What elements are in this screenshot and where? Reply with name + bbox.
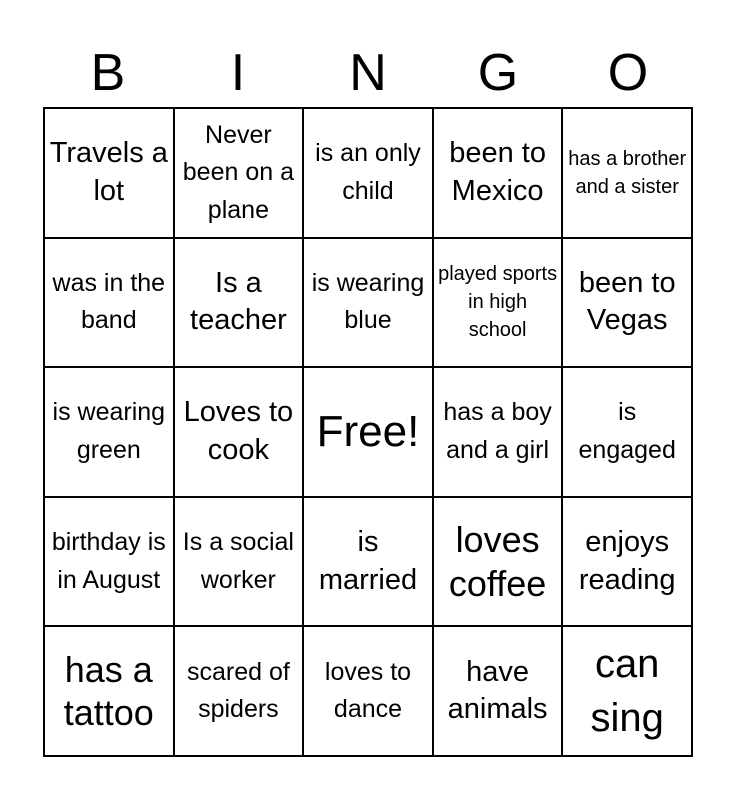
bingo-cell-r1c5[interactable]: [562, 108, 692, 238]
bingo-cell-r5c1[interactable]: [44, 626, 174, 756]
bingo-cell-label: has a brother and a sister: [568, 147, 687, 198]
bingo-cell-r3c4[interactable]: [433, 367, 563, 497]
header-letter-b: B: [90, 44, 126, 102]
bingo-board: [43, 107, 693, 757]
bingo-cell-r2c3[interactable]: [303, 238, 433, 368]
bingo-cell-label: Never been on a plane: [182, 120, 294, 224]
bingo-cell-r3c2[interactable]: [174, 367, 304, 497]
bingo-cell-label: Loves to cook: [183, 396, 294, 466]
bingo-cell-label: is an only child: [315, 139, 421, 205]
bingo-cell-r2c4[interactable]: [433, 238, 563, 368]
bingo-cell-r2c2[interactable]: [174, 238, 304, 368]
bingo-cell-label: Is a social worker: [182, 528, 294, 594]
bingo-cell-label: Is a teacher: [190, 266, 287, 337]
bingo-cell-r5c3[interactable]: [303, 626, 433, 756]
bingo-cell-label: is wearing blue: [311, 268, 425, 335]
bingo-header: [43, 38, 693, 108]
bingo-cell-label: played sports in high school: [438, 263, 558, 342]
bingo-cell-r3c1[interactable]: [44, 367, 174, 497]
bingo-cell-label: have animals: [447, 655, 548, 726]
bingo-cell-r5c4[interactable]: [433, 626, 563, 756]
bingo-cell-r4c1[interactable]: [44, 497, 174, 627]
header-letter-i: I: [230, 44, 246, 102]
bingo-cell-label: been to Vegas: [578, 266, 676, 337]
bingo-cell-r4c5[interactable]: [562, 497, 692, 627]
bingo-cell-r4c2[interactable]: [174, 497, 304, 627]
bingo-cell-r1c4[interactable]: [433, 108, 563, 238]
header-letter-n: N: [349, 44, 387, 102]
bingo-cell-label: scared of spiders: [186, 657, 290, 724]
bingo-cell-r4c3[interactable]: [303, 497, 433, 627]
bingo-cell-r4c4[interactable]: [433, 497, 563, 627]
bingo-cell-label: been to Mexico: [449, 137, 546, 207]
bingo-cell-label: can sing: [590, 642, 664, 741]
bingo-cell-r3c5[interactable]: [562, 367, 692, 497]
bingo-cell-label: has a tattoo: [63, 649, 154, 734]
bingo-cell-r5c5[interactable]: [562, 626, 692, 756]
bingo-cell-label: Travels a lot: [49, 137, 168, 207]
bingo-cell-label: loves coffee: [448, 519, 547, 604]
bingo-cell-r1c2[interactable]: [174, 108, 304, 238]
bingo-cell-label: is wearing green: [52, 398, 166, 464]
bingo-cell-label: was in the band: [52, 268, 166, 335]
bingo-cell-r5c2[interactable]: [174, 626, 304, 756]
bingo-cell-label: has a boy and a girl: [443, 398, 552, 464]
bingo-cell-free[interactable]: [303, 367, 433, 497]
bingo-cell-r2c5[interactable]: [562, 238, 692, 368]
free-space-label: Free!: [316, 407, 420, 457]
bingo-cell-r1c3[interactable]: [303, 108, 433, 238]
bingo-cell-label: birthday is in August: [51, 528, 166, 594]
bingo-cell-label: loves to dance: [324, 657, 412, 724]
bingo-cell-r1c1[interactable]: [44, 108, 174, 238]
bingo-cell-label: is engaged: [578, 398, 676, 464]
header-letter-g: G: [477, 44, 519, 102]
bingo-cell-label: is married: [318, 525, 418, 596]
header-letter-o: O: [607, 44, 649, 102]
bingo-cell-label: enjoys reading: [578, 525, 676, 596]
bingo-cell-r2c1[interactable]: [44, 238, 174, 368]
